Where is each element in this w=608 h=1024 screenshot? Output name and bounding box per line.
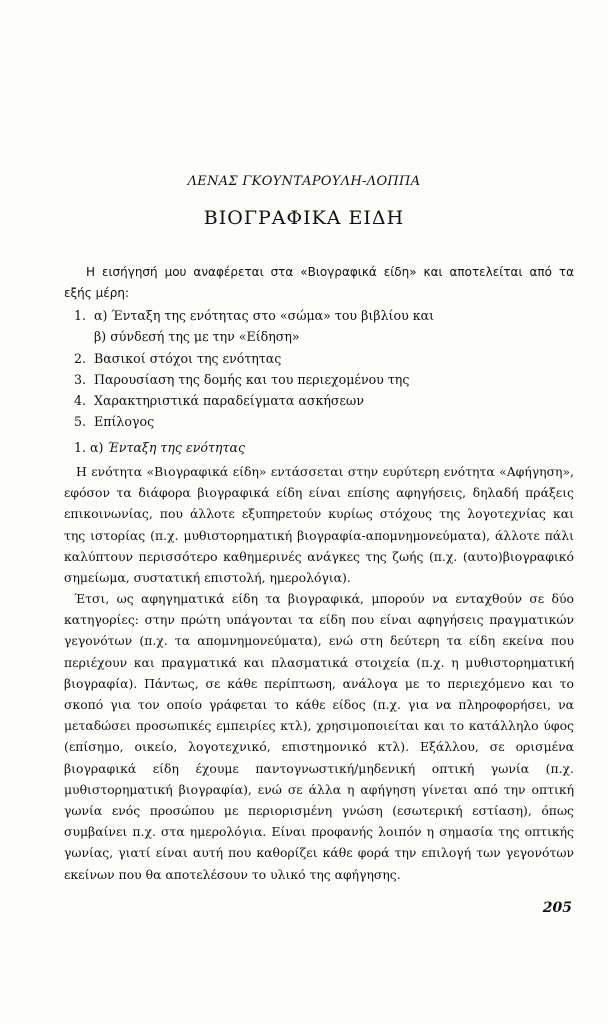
body-paragraph: Έτσι, ως αφηγηματικά είδη τα βιογραφικά, μπορούν να ενταχθούν σε δύο κατηγορίες: στην πρώτη υπάγονται τα είδη που είναι αφηγήσεις πραγματικών γεγονότων (π.χ. τα απομνημονεύματα), ενώ στη δεύτερη τα είδη εκείνα που περιέχουν και πραγματικά και πλασματικά στοιχεία (π.χ. η μυθιστορηματική βιογραφία). Πάντως, σε κάθε περίπτωση, ανάλογα με το περιεχόμενο και το σκοπό για τον οποίο γράφεται το κάθε είδος (π.χ. για να πληροφορήσει, να μεταδώσει προσωπικές εμπειρίες κτλ), χρησιμοποιείται και το κατάλληλο ύφος (επίσημο, οικείο, λογοτεχνικό, επιστημονικό κτλ). Εξάλλου, σε ορισμένα βιογραφικά είδη έχουμε παντογνωστική/μηδενική οπτική γωνία (π.χ. μυθιστορηματική βιογραφία), ενώ σε άλλα η αφήγηση γίνεται από την οπτική γωνία ενός προσώπου με περιορισμένη γνώση (εσωτερική εστίαση), όπως συμβαίνει π.χ. στα ημερολόγια. Είναι προφανής λοιπόν η σημασία της οπτικής γωνίας, γιατί είναι αυτή που καθορίζει κάθε φορά την επιλογή των γεγονότων εκείνων που θα αποτελέσουν το υλικό της αφήγησης. xyxy=(64,591,574,882)
section-title: Ένταξη της ενότητας xyxy=(107,440,246,455)
list-item-text: Παρουσίαση της δομής και του περιεχομένου της xyxy=(94,371,410,387)
list-item xyxy=(74,390,574,411)
list-item-number: 5. xyxy=(74,414,87,430)
list-item xyxy=(74,348,574,369)
section-heading xyxy=(74,440,245,455)
list-item-number: 3. xyxy=(74,371,87,387)
author-name: ΛΕΝΑΣ ΓΚΟΥΝΤΑΡΟΥΛΗ-ΛΟΠΠΑ xyxy=(187,174,421,189)
list-item-text: Χαρακτηριστικά παραδείγματα ασκήσεων xyxy=(94,393,364,409)
list-item xyxy=(74,369,574,390)
section-number: 1. α) xyxy=(74,440,104,455)
outline-list xyxy=(74,305,574,433)
list-item-text: Επίλογος xyxy=(94,414,155,430)
list-item xyxy=(74,411,574,432)
list-item-continuation: β) σύνδεσή της με την «Είδηση» xyxy=(94,329,300,345)
list-item-text: Βασικοί στόχοι της ενότητας xyxy=(94,350,282,366)
list-item-text: α) Ένταξη της ενότητας στο «σώμα» του βιβλίου και xyxy=(94,308,435,323)
list-item-number: 4. xyxy=(74,393,87,409)
intro-paragraph: Η εισήγησή μου αναφέρεται στα «Βιογραφικά είδη» και αποτελείται από τα εξής μέρη: xyxy=(64,265,574,301)
list-item-number: 1. xyxy=(74,308,87,323)
page-number: 205 xyxy=(542,900,572,916)
chapter-title: ΒΙΟΓΡΑΦΙΚΑ ΕΙΔΗ xyxy=(203,207,405,229)
body-paragraph: Η ενότητα «Βιογραφικά είδη» εντάσσεται στην ευρύτερη ενότητα «Αφήγηση», εφόσον τα διάφορα βιογραφικά είδη είναι επίσης αφηγήσεις, δηλαδή πράξεις επικοινωνίας, που άλλοτε εξυπηρετούν κυρίως στόχους της λογοτεχνίας και της ιστορίας (π.χ. μυθιστορηματική βιογραφία-απομνημονεύματα), άλλοτε πάλι καλύπτουν περισσότερο καθημερινές ανάγκες της ζωής (π.χ. (αυτο)βιογραφικό σημείωμα, συστατική επιστολή, ημερολόγια). xyxy=(64,464,574,586)
list-item xyxy=(74,305,574,326)
list-item-number: 2. xyxy=(74,350,87,366)
